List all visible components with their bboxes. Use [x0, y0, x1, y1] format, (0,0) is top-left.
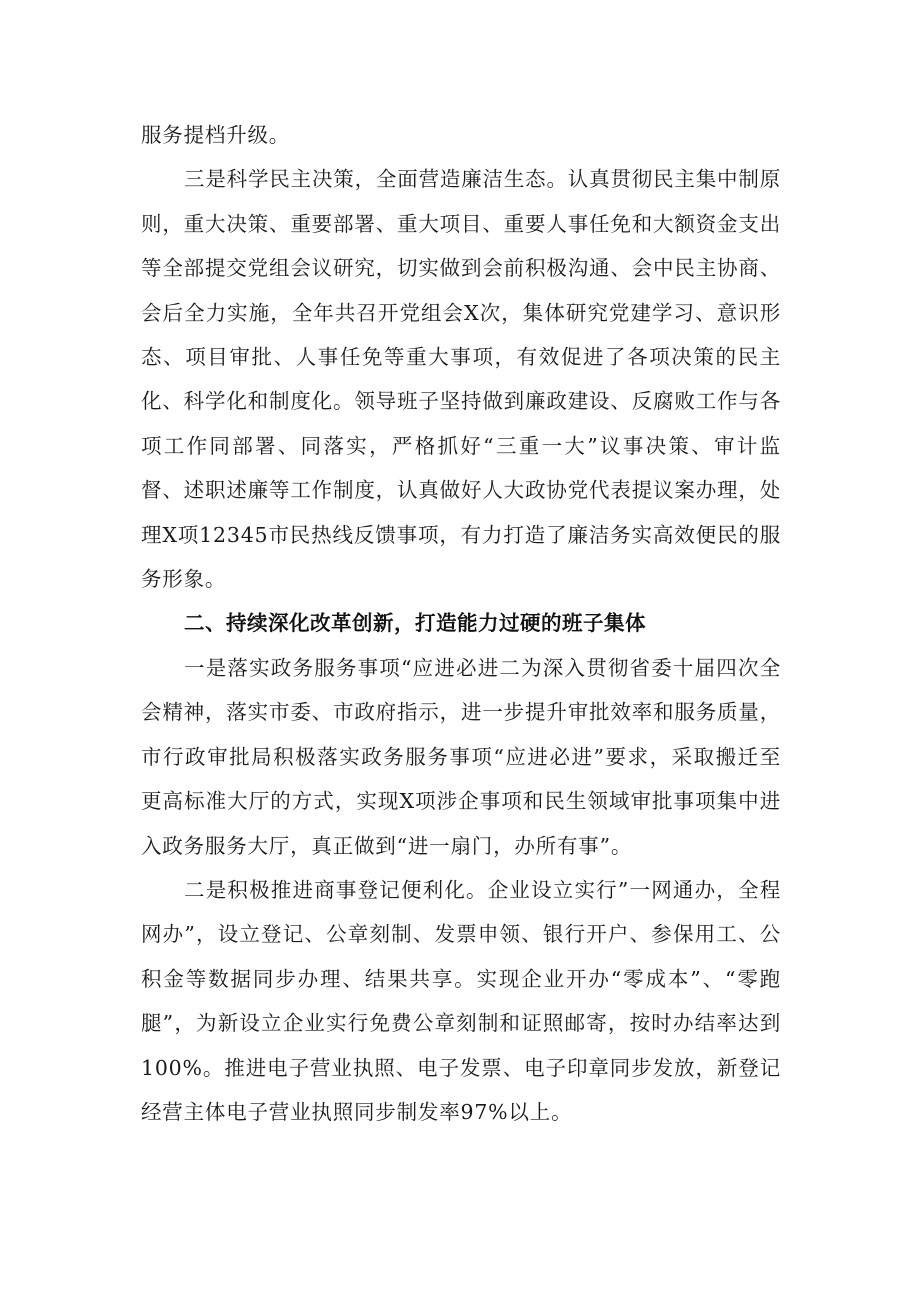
- document-body: [141, 113, 781, 1134]
- paragraph-democratic-decision: 三是科学民主决策，全面营造廉洁生态。认真贯彻民主集中制原则，重大决策、重要部署、重大项目、重要人事任免和大额资金支出等全部提交党组会议研究，切实做到会前积极沟通、会中民主协商、会后全力实施，全年共召开党组会X次，集体研究党建学习、意识形态、项目审批、人事任免等重大事项，有效促进了各项决策的民主化、科学化和制度化。领导班子坚持做到廉政建设、反腐败工作与各项工作同部署、同落实，严格抓好“三重一大”议事决策、审计监督、述职述廉等工作制度，认真做好人大政协党代表提议案办理，处理X项12345市民热线反馈事项，有力打造了廉洁务实高效便民的服务形象。: [141, 167, 781, 592]
- paragraph-service-items: 一是落实政务服务事项“应进必进二为深入贯彻省委十届四次全会精神，落实市委、市政府指示，进一步提升审批效率和服务质量，市行政审批局积极落实政务服务事项“应进必进”要求，采取搬迁至更高标准大厅的方式，实现X项涉企事项和民生领域审批事项集中进入政务服务大厅，真正做到“进一扇门，办所有事”。: [141, 655, 781, 858]
- section-heading-reform: 二、持续深化改革创新，打造能力过硬的班子集体: [184, 611, 647, 636]
- paragraph-business-registration: 二是积极推进商事登记便利化。企业设立实行”一网通办，全程网办”，设立登记、公章刻制、发票申领、银行开户、参保用工、公积金等数据同步办理、结果共享。实现企业开办“零成本”、“零跑腿”，为新设立企业实行免费公章刻制和证照邮寄，按时办结率达到100%。推进电子营业执照、电子发票、电子印章同步发放，新登记经营主体电子营业执照同步制发率97%以上。: [141, 877, 781, 1124]
- paragraph-continuation: 服务提档升级。: [141, 123, 291, 147]
